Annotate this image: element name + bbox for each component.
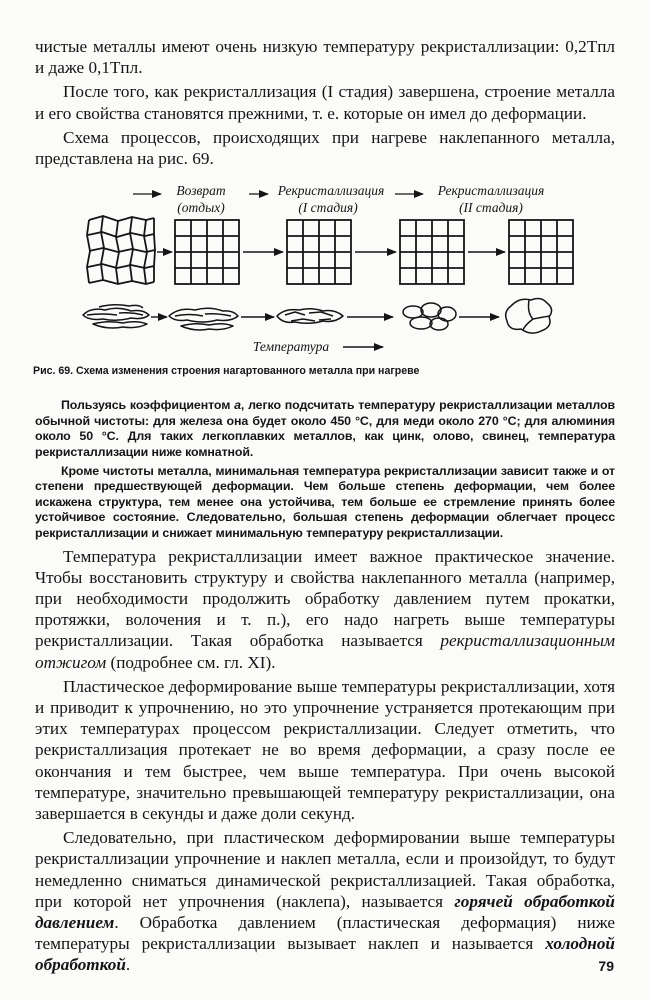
- page-number: 79: [598, 958, 614, 974]
- term-hot-working: горячей обработкой давлением: [35, 891, 615, 933]
- small-paragraph-2: Кроме чистоты металла, минимальная температура рекристаллизации зависит также и от степени предшествующей деформации. Чем больше степень деформации, чем более искажена структура, тем менее она устойчива, тем больше ее стремление принять более устойчивое состояние. Следовательно, большая степень деформации облегчает процесс рекристаллизации и снижает минимальную температуру рекристаллизации.: [35, 463, 615, 540]
- lattice-stage2-a: [400, 220, 464, 284]
- top-paragraph-2: После того, как рекристаллизация (I стадия) завершена, строение металла и его свойства становятся прежними, т. е. которые он имел до деформации.: [35, 82, 615, 123]
- stage1-sublabel: (отдых): [177, 200, 225, 216]
- recovered-grains: [169, 308, 238, 330]
- stage1-label: Возврат: [176, 183, 226, 199]
- top-paragraph-3: Схема процессов, происходящих при нагреве наклепанного металла, представлена на рис. 69.: [35, 127, 615, 169]
- coarse-grains: [506, 299, 552, 334]
- growing-grains: [403, 303, 456, 330]
- main-paragraph-3: Следовательно, при пластическом деформировании выше температуры рекристаллизации упрочнение и наклеп металла, если и произойдут, то будут немедленно сниматься динамической рекристаллизацией. Такая обработка, при которой нет упрочнения (наклепа), называется горячей обработкой давлением. Обработка давлением (пластическая деформация) ниже температуры рекристаллизации вызывает наклеп и называется холодной обработкой.: [35, 828, 615, 975]
- lattice-after-recovery: [175, 220, 239, 284]
- page-body: [35, 36, 615, 976]
- figure-caption: Рис. 69. Схема изменения строения нагартованного металла при нагреве: [33, 365, 420, 378]
- temperature-label: Температура: [252, 339, 330, 355]
- lattice-after-stage1: [287, 220, 351, 284]
- term-cold-working: холодной обработкой: [35, 934, 615, 975]
- small-paragraph-1: Пользуясь коэффициентом a, легко подсчитать температуру рекристаллизации металлов обычной чистоты: для железа она будет около 450 °С, для меди около 270 °С; для алюминия около 50 °С. Для таких легкоплавких металлов, как цинк, олово, свинец, температура рекристаллизации ниже комнатной.: [35, 398, 615, 459]
- elongated-grains: [83, 305, 149, 328]
- main-paragraph-2: Пластическое деформирование выше температуры рекристаллизации, хотя и приводит к упрочнению, но это упрочнение устраняется протекающим при этих температурах процессом рекристаллизации. Следует отметить, что рекристаллизация протекает не во время деформации, а сразу после ее окончания и тем быстрее, чем выше температура. При очень высокой температуре, значительно превышающей температуру рекристаллизации, она завершается в секунды и даже доли секунд.: [35, 676, 615, 823]
- coefficient-symbol: a: [234, 398, 241, 413]
- term-recrystallization-annealing: рекристаллизационным отжигом: [35, 631, 615, 672]
- recrystallized-fine-grains: [277, 309, 343, 324]
- figure-69: [33, 179, 617, 378]
- stage2-sublabel: (I стадия): [298, 200, 358, 216]
- stage3-label: Рекристаллизация: [437, 183, 545, 199]
- recrystallization-scheme-diagram: [33, 179, 617, 361]
- top-paragraph-1: чистые металлы имеют очень низкую температуру рекристаллизации: 0,2Tпл и даже 0,1Tпл.: [35, 37, 615, 78]
- lattice-stage2-b: [509, 220, 573, 284]
- main-paragraph-1: Температура рекристаллизации имеет важное практическое значение. Чтобы восстановить структуру и свойства наклепанного металла (например, при необходимости продолжить обработку давлением путем прокатки, протяжки, волочения и т. п.), его надо нагреть выше температуры рекристаллизации. Такая обработка называется рекристаллизационным отжигом (подробнее см. гл. XI).: [35, 546, 615, 672]
- stage3-sublabel: (II стадия): [459, 200, 523, 216]
- small-print-section: [35, 398, 615, 541]
- stage2-label: Рекристаллизация: [277, 183, 385, 199]
- distorted-grain-lattice: [87, 216, 155, 284]
